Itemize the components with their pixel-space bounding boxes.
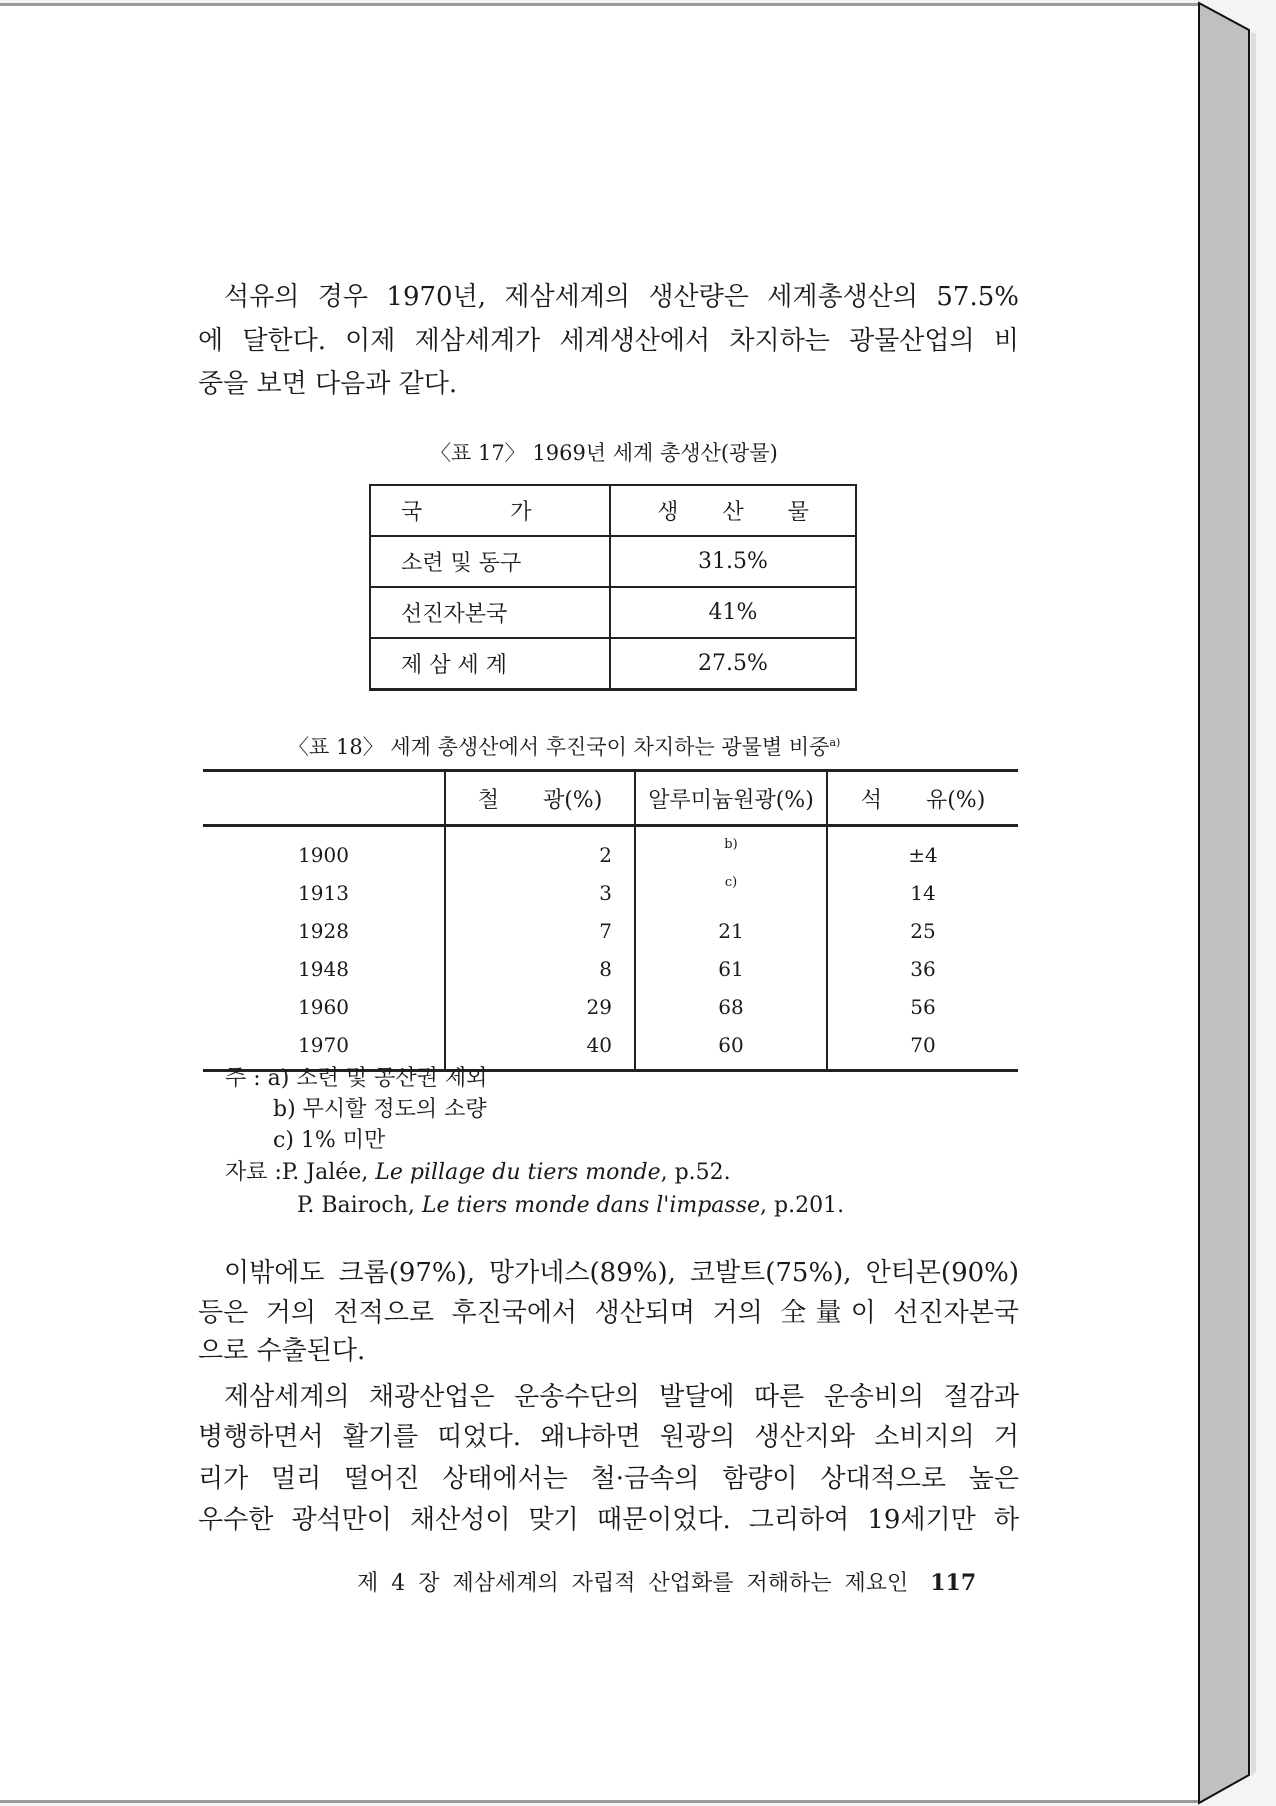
- source-author: P. Jalée,: [281, 1160, 376, 1185]
- text-line: 으로 수출된다.: [198, 1336, 366, 1366]
- cell: 1960: [298, 995, 349, 1019]
- header-bauxite: 알루미늄원광(%): [635, 771, 827, 826]
- source-title: Le pillage du tiers monde: [375, 1160, 661, 1185]
- cell: 60: [635, 1026, 827, 1071]
- cell: 70: [827, 1026, 1018, 1071]
- cell: 선진자본국: [370, 587, 610, 638]
- source-2: [297, 1191, 844, 1221]
- text-line: 등은 거의 전적으로 후진국에서 생산되며 거의 全量이 선진자본국: [198, 1298, 1019, 1328]
- cell: c): [635, 874, 827, 912]
- cell: 3: [445, 874, 635, 912]
- note-c: c) 1% 미만: [273, 1128, 386, 1153]
- source-label: 자료 :: [225, 1160, 282, 1185]
- cell: 25: [827, 912, 1018, 950]
- note-a: [225, 1064, 487, 1094]
- cell: 68: [635, 988, 827, 1026]
- table-row: [370, 536, 856, 587]
- table-row: [370, 587, 856, 638]
- page-number: 117: [930, 1570, 977, 1596]
- cell: 21: [635, 912, 827, 950]
- caption-footnote-mark: a): [829, 736, 841, 749]
- cell: 14: [827, 874, 1018, 912]
- chapter-title: 제 4 장 제삼세계의 자립적 산업화를 저해하는 제요인: [357, 1571, 909, 1596]
- table-18-caption: [288, 729, 840, 761]
- table-row: [203, 826, 1018, 875]
- text-line: 리가 멀리 떨어진 상태에서는 철·금속의 함량이 상대적으로 높은: [198, 1464, 1019, 1494]
- cell: 41%: [610, 587, 856, 638]
- cell: 61: [635, 950, 827, 988]
- text-line: 우수한 광석만이 채산성이 맞기 때문이었다. 그리하여 19세기만 하: [198, 1505, 1019, 1535]
- cell: 1970: [298, 1033, 349, 1057]
- cell: 29: [445, 988, 635, 1026]
- source-page: , p.52.: [660, 1160, 731, 1185]
- cell: 1948: [298, 957, 349, 981]
- text-line: 중을 보면 다음과 같다.: [198, 369, 458, 399]
- header-production: 생 산 물: [610, 485, 856, 536]
- cell: 40: [445, 1026, 635, 1071]
- cell: 31.5%: [610, 536, 856, 587]
- table-row: [203, 988, 1018, 1026]
- table-row: [203, 874, 1018, 912]
- note-b: b) 무시할 정도의 소량: [273, 1097, 487, 1122]
- table-header-row: [370, 485, 856, 536]
- header-year: [203, 771, 445, 826]
- table-17: [369, 484, 857, 691]
- cell: 제 삼 세 계: [370, 638, 610, 690]
- cell: 36: [827, 950, 1018, 988]
- caption-text: 〈표 18〉 세계 총생산에서 후진국이 차지하는 광물별 비중: [288, 735, 830, 759]
- text-line: 석유의 경우 1970년, 제삼세계의 생산량은 세계총생산의 57.5%: [224, 282, 1019, 312]
- cell: 56: [827, 988, 1018, 1026]
- cell: b): [635, 826, 827, 875]
- source-author: P. Bairoch,: [297, 1193, 422, 1218]
- text-line: 제삼세계의 채광산업은 운송수단의 발달에 따른 운송비의 절감과: [224, 1382, 1019, 1412]
- cell: 8: [445, 950, 635, 988]
- cell: 1928: [298, 919, 349, 943]
- header-iron-ore: 철 광(%): [445, 771, 635, 826]
- cell: 7: [445, 912, 635, 950]
- cell: 1900: [298, 843, 349, 867]
- cell: 27.5%: [698, 651, 768, 676]
- table-18: [203, 769, 1018, 1072]
- source-page: , p.201.: [760, 1193, 845, 1218]
- cell: 1913: [298, 881, 349, 905]
- table-row: [370, 638, 856, 690]
- table-row: [203, 912, 1018, 950]
- text-line: 에 달한다. 이제 제삼세계가 세계생산에서 차지하는 광물산업의 비: [198, 326, 1019, 356]
- table-17-caption: 〈표 17〉 1969년 세계 총생산(광물): [430, 441, 778, 465]
- cell: 소련 및 동구: [370, 536, 610, 587]
- source-1: [225, 1158, 731, 1188]
- table-row: [203, 950, 1018, 988]
- text-line: 병행하면서 활기를 띠었다. 왜냐하면 원광의 생산지와 소비지의 거: [198, 1422, 1019, 1452]
- cell: 2: [445, 826, 635, 875]
- header-country: 국 가: [370, 485, 610, 536]
- source-title: Le tiers monde dans l'impasse: [421, 1193, 761, 1218]
- running-footer: [357, 1566, 976, 1597]
- table-header-row: [203, 771, 1018, 826]
- cell: ±4: [827, 826, 1018, 875]
- text-line: 이밖에도 크롬(97%), 망가네스(89%), 코발트(75%), 안티몬(90%): [224, 1258, 1019, 1288]
- note-text: a) 소련 및 공산권 제외: [267, 1066, 488, 1091]
- note-label: 주 :: [225, 1066, 261, 1091]
- header-oil: 석 유(%): [827, 771, 1018, 826]
